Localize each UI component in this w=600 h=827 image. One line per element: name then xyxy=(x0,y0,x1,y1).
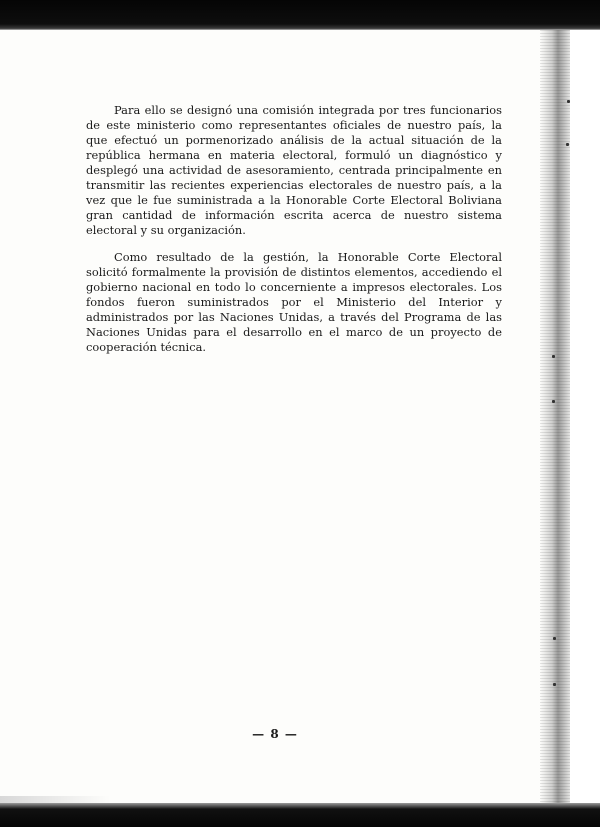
body-text xyxy=(86,103,502,367)
scan-speck xyxy=(567,100,570,103)
scan-speck xyxy=(552,355,555,358)
paragraph-result: Como resultado de la gestión, la Honorable Corte Electoral solicitó formalmente la provisión de distintos elementos, accediendo el gobierno nacional en todo lo concerniente a impresos electorales. Los fondos fueron suministrados por el Ministerio del Interior y administrados por las Naciones Unidas, a través del Programa de las Naciones Unidas para el desarrollo en el marco de un proyecto de cooperación técnica. xyxy=(86,250,502,354)
scan-right-binding-shadow xyxy=(540,30,570,803)
scan-speck xyxy=(553,637,556,640)
scan-speck xyxy=(552,400,555,403)
scan-bottom-border xyxy=(0,803,600,827)
paragraph-commission: Para ello se designó una comisión integrada por tres funcionarios de este ministerio como representantes oficiales de nuestro país, la que efectuó un pormenorizado análisis de la actual situación de la república hermana en materia electoral, formuló un diagnóstico y desplegó una actividad de asesoramiento, centrada principalmente en transmitir las recientes experiencias electorales de nuestro país, a la vez que le fue suministrada a la Honorable Corte Electoral Boliviana gran cantidad de información escrita acerca de nuestro sistema electoral y su organización. xyxy=(86,103,502,237)
page-number: — 8 — xyxy=(252,727,298,741)
scan-right-margin xyxy=(570,30,600,803)
scan-top-border xyxy=(0,0,600,30)
scan-speck xyxy=(566,143,569,146)
scan-speck xyxy=(553,683,556,686)
